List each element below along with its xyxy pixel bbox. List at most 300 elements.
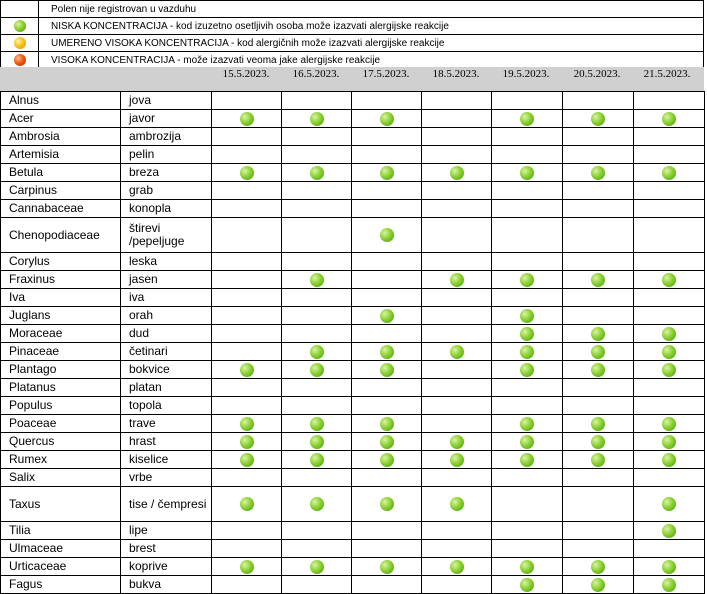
concentration-cell bbox=[492, 433, 563, 451]
concentration-cell bbox=[563, 343, 634, 361]
concentration-cell bbox=[352, 271, 422, 289]
common-name: topola bbox=[121, 397, 212, 415]
pollen-row bbox=[1, 576, 705, 594]
common-name: vrbe bbox=[121, 469, 212, 487]
concentration-cell bbox=[282, 433, 352, 451]
concentration-cell bbox=[422, 343, 492, 361]
concentration-cell bbox=[352, 325, 422, 343]
green-dot-icon bbox=[520, 363, 534, 377]
concentration-cell bbox=[422, 289, 492, 307]
pollen-row bbox=[1, 379, 705, 397]
latin-name: Alnus bbox=[1, 92, 121, 110]
green-dot-icon bbox=[662, 273, 676, 287]
concentration-cell bbox=[492, 325, 563, 343]
concentration-cell bbox=[634, 397, 705, 415]
concentration-cell bbox=[492, 182, 563, 200]
concentration-cell bbox=[422, 361, 492, 379]
concentration-cell bbox=[352, 164, 422, 182]
concentration-cell bbox=[352, 469, 422, 487]
latin-name: Carpinus bbox=[1, 182, 121, 200]
green-dot-icon bbox=[662, 560, 676, 574]
concentration-cell bbox=[634, 253, 705, 271]
concentration-cell bbox=[634, 200, 705, 218]
concentration-cell bbox=[634, 92, 705, 110]
concentration-cell bbox=[563, 92, 634, 110]
concentration-cell bbox=[212, 289, 282, 307]
common-name: štirevi /pepeljuge bbox=[121, 218, 212, 253]
concentration-cell bbox=[282, 218, 352, 253]
green-dot-icon bbox=[662, 578, 676, 592]
concentration-cell bbox=[352, 218, 422, 253]
concentration-cell bbox=[212, 128, 282, 146]
concentration-cell bbox=[282, 253, 352, 271]
concentration-cell bbox=[563, 164, 634, 182]
green-dot-icon bbox=[240, 453, 254, 467]
common-name: kiselice bbox=[121, 451, 212, 469]
concentration-cell bbox=[563, 487, 634, 522]
concentration-cell bbox=[422, 576, 492, 594]
pollen-row bbox=[1, 307, 705, 325]
pollen-row bbox=[1, 289, 705, 307]
concentration-cell bbox=[634, 325, 705, 343]
latin-name: Moraceae bbox=[1, 325, 121, 343]
concentration-cell bbox=[492, 92, 563, 110]
concentration-cell bbox=[634, 343, 705, 361]
concentration-cell bbox=[563, 379, 634, 397]
green-dot-icon bbox=[310, 560, 324, 574]
concentration-cell bbox=[282, 415, 352, 433]
green-dot-icon bbox=[591, 453, 605, 467]
pollen-row bbox=[1, 469, 705, 487]
concentration-cell bbox=[212, 307, 282, 325]
green-dot-icon bbox=[662, 166, 676, 180]
concentration-cell bbox=[422, 110, 492, 128]
concentration-cell bbox=[422, 433, 492, 451]
concentration-cell bbox=[634, 128, 705, 146]
concentration-cell bbox=[282, 110, 352, 128]
green-dot-icon bbox=[520, 273, 534, 287]
concentration-cell bbox=[563, 361, 634, 379]
green-dot-icon bbox=[310, 345, 324, 359]
concentration-cell bbox=[634, 469, 705, 487]
concentration-cell bbox=[352, 433, 422, 451]
concentration-cell bbox=[212, 146, 282, 164]
green-dot-icon bbox=[591, 273, 605, 287]
green-dot-icon bbox=[240, 166, 254, 180]
concentration-cell bbox=[422, 558, 492, 576]
concentration-cell bbox=[492, 343, 563, 361]
date-label: 18.5.2023. bbox=[432, 68, 480, 80]
concentration-cell bbox=[282, 307, 352, 325]
concentration-cell bbox=[563, 253, 634, 271]
latin-name: Ulmaceae bbox=[1, 540, 121, 558]
pollen-row bbox=[1, 397, 705, 415]
concentration-cell bbox=[282, 576, 352, 594]
green-dot-icon bbox=[662, 363, 676, 377]
concentration-cell bbox=[634, 540, 705, 558]
pollen-row bbox=[1, 164, 705, 182]
latin-name: Fagus bbox=[1, 576, 121, 594]
concentration-cell bbox=[492, 289, 563, 307]
pollen-row bbox=[1, 361, 705, 379]
concentration-cell bbox=[212, 558, 282, 576]
pollen-row bbox=[1, 415, 705, 433]
green-dot-icon bbox=[240, 560, 254, 574]
green-dot-icon bbox=[380, 345, 394, 359]
concentration-cell bbox=[282, 379, 352, 397]
concentration-cell bbox=[352, 289, 422, 307]
concentration-cell bbox=[492, 540, 563, 558]
concentration-cell bbox=[492, 576, 563, 594]
concentration-cell bbox=[634, 415, 705, 433]
concentration-cell bbox=[282, 487, 352, 522]
concentration-cell bbox=[634, 522, 705, 540]
concentration-cell bbox=[282, 271, 352, 289]
concentration-cell bbox=[212, 200, 282, 218]
green-dot-icon bbox=[591, 327, 605, 341]
concentration-cell bbox=[282, 92, 352, 110]
concentration-cell bbox=[563, 522, 634, 540]
concentration-cell bbox=[282, 343, 352, 361]
concentration-cell bbox=[352, 146, 422, 164]
date-label: 20.5.2023. bbox=[573, 68, 621, 80]
concentration-cell bbox=[352, 415, 422, 433]
concentration-cell bbox=[634, 379, 705, 397]
concentration-cell bbox=[492, 307, 563, 325]
concentration-cell bbox=[563, 128, 634, 146]
concentration-cell bbox=[422, 253, 492, 271]
common-name: jova bbox=[121, 92, 212, 110]
concentration-cell bbox=[563, 540, 634, 558]
latin-name: Quercus bbox=[1, 433, 121, 451]
common-name: tise / čempresi bbox=[121, 487, 212, 522]
green-dot-icon bbox=[520, 112, 534, 126]
pollen-row bbox=[1, 110, 705, 128]
concentration-cell bbox=[282, 146, 352, 164]
green-dot-icon bbox=[240, 497, 254, 511]
concentration-cell bbox=[492, 487, 563, 522]
concentration-cell bbox=[422, 271, 492, 289]
concentration-cell bbox=[352, 379, 422, 397]
green-dot-icon bbox=[450, 560, 464, 574]
concentration-cell bbox=[422, 200, 492, 218]
green-dot-icon bbox=[591, 560, 605, 574]
concentration-cell bbox=[563, 576, 634, 594]
concentration-cell bbox=[212, 325, 282, 343]
common-name: jasen bbox=[121, 271, 212, 289]
concentration-cell bbox=[282, 451, 352, 469]
green-dot-icon bbox=[380, 166, 394, 180]
green-dot-icon bbox=[380, 453, 394, 467]
latin-name: Ambrosia bbox=[1, 128, 121, 146]
concentration-cell bbox=[212, 487, 282, 522]
pollen-row bbox=[1, 433, 705, 451]
green-dot-icon bbox=[240, 112, 254, 126]
latin-name: Juglans bbox=[1, 307, 121, 325]
common-name: koprive bbox=[121, 558, 212, 576]
concentration-cell bbox=[212, 92, 282, 110]
common-name: javor bbox=[121, 110, 212, 128]
latin-name: Rumex bbox=[1, 451, 121, 469]
concentration-cell bbox=[634, 576, 705, 594]
concentration-cell bbox=[634, 164, 705, 182]
green-dot-icon bbox=[310, 497, 324, 511]
concentration-cell bbox=[352, 558, 422, 576]
green-dot-icon bbox=[591, 578, 605, 592]
concentration-cell bbox=[563, 271, 634, 289]
green-dot-icon bbox=[310, 417, 324, 431]
concentration-cell bbox=[563, 415, 634, 433]
date-label: 17.5.2023. bbox=[362, 68, 410, 80]
green-dot-icon bbox=[591, 345, 605, 359]
concentration-cell bbox=[563, 397, 634, 415]
concentration-cell bbox=[212, 110, 282, 128]
concentration-cell bbox=[422, 397, 492, 415]
latin-name: Artemisia bbox=[1, 146, 121, 164]
concentration-cell bbox=[352, 110, 422, 128]
green-dot-icon bbox=[450, 435, 464, 449]
latin-name: Urticaceae bbox=[1, 558, 121, 576]
legend-empty-symbol bbox=[1, 1, 39, 18]
concentration-cell bbox=[634, 558, 705, 576]
green-dot-icon bbox=[520, 345, 534, 359]
legend-table bbox=[0, 0, 704, 69]
concentration-cell bbox=[352, 253, 422, 271]
concentration-cell bbox=[563, 307, 634, 325]
concentration-cell bbox=[563, 146, 634, 164]
concentration-cell bbox=[282, 397, 352, 415]
concentration-cell bbox=[634, 182, 705, 200]
concentration-cell bbox=[352, 128, 422, 146]
green-dot-icon bbox=[662, 327, 676, 341]
concentration-cell bbox=[212, 361, 282, 379]
green-dot-icon bbox=[380, 560, 394, 574]
concentration-cell bbox=[634, 307, 705, 325]
pollen-row bbox=[1, 146, 705, 164]
green-dot-icon bbox=[310, 453, 324, 467]
green-dot-icon bbox=[380, 435, 394, 449]
concentration-cell bbox=[492, 253, 563, 271]
concentration-cell bbox=[422, 451, 492, 469]
green-dot-icon bbox=[591, 435, 605, 449]
legend-row bbox=[1, 18, 704, 35]
concentration-cell bbox=[492, 415, 563, 433]
common-name: iva bbox=[121, 289, 212, 307]
common-name: platan bbox=[121, 379, 212, 397]
concentration-cell bbox=[634, 146, 705, 164]
green-dot-icon bbox=[591, 166, 605, 180]
concentration-cell bbox=[563, 469, 634, 487]
pollen-row bbox=[1, 92, 705, 110]
common-name: pelin bbox=[121, 146, 212, 164]
latin-name: Acer bbox=[1, 110, 121, 128]
concentration-cell bbox=[212, 576, 282, 594]
concentration-cell bbox=[352, 92, 422, 110]
concentration-cell bbox=[422, 469, 492, 487]
concentration-cell bbox=[352, 200, 422, 218]
concentration-cell bbox=[282, 200, 352, 218]
concentration-cell bbox=[212, 379, 282, 397]
concentration-cell bbox=[212, 540, 282, 558]
green-dot-icon bbox=[520, 560, 534, 574]
legend-row bbox=[1, 35, 704, 52]
green-dot-icon bbox=[310, 363, 324, 377]
pollen-row bbox=[1, 182, 705, 200]
concentration-cell bbox=[492, 128, 563, 146]
latin-name: Iva bbox=[1, 289, 121, 307]
concentration-cell bbox=[492, 558, 563, 576]
concentration-cell bbox=[634, 487, 705, 522]
green-dot-icon bbox=[450, 345, 464, 359]
concentration-cell bbox=[492, 397, 563, 415]
pollen-row bbox=[1, 253, 705, 271]
green-dot-icon bbox=[662, 435, 676, 449]
green-dot-icon bbox=[520, 327, 534, 341]
common-name: hrast bbox=[121, 433, 212, 451]
latin-name: Corylus bbox=[1, 253, 121, 271]
green-dot-icon bbox=[520, 453, 534, 467]
concentration-cell bbox=[352, 343, 422, 361]
concentration-cell bbox=[352, 451, 422, 469]
green-dot-icon bbox=[380, 309, 394, 323]
common-name: bokvice bbox=[121, 361, 212, 379]
concentration-cell bbox=[352, 522, 422, 540]
concentration-cell bbox=[422, 92, 492, 110]
green-dot-icon bbox=[520, 166, 534, 180]
concentration-cell bbox=[634, 110, 705, 128]
green-dot-icon bbox=[520, 578, 534, 592]
latin-name: Poaceae bbox=[1, 415, 121, 433]
concentration-cell bbox=[634, 289, 705, 307]
pollen-row bbox=[1, 271, 705, 289]
concentration-cell bbox=[563, 433, 634, 451]
green-dot-icon bbox=[450, 497, 464, 511]
concentration-cell bbox=[634, 361, 705, 379]
green-dot-icon bbox=[520, 309, 534, 323]
green-dot-icon bbox=[591, 112, 605, 126]
concentration-cell bbox=[422, 307, 492, 325]
concentration-cell bbox=[422, 218, 492, 253]
concentration-cell bbox=[492, 451, 563, 469]
pollen-row bbox=[1, 200, 705, 218]
concentration-cell bbox=[634, 271, 705, 289]
date-label: 19.5.2023. bbox=[502, 68, 550, 80]
concentration-cell bbox=[212, 271, 282, 289]
concentration-cell bbox=[634, 218, 705, 253]
concentration-cell bbox=[282, 540, 352, 558]
concentration-cell bbox=[422, 164, 492, 182]
green-dot-icon bbox=[240, 417, 254, 431]
concentration-cell bbox=[492, 469, 563, 487]
concentration-cell bbox=[563, 558, 634, 576]
concentration-cell bbox=[563, 325, 634, 343]
latin-name: Tilia bbox=[1, 522, 121, 540]
pollen-row bbox=[1, 128, 705, 146]
green-dot-icon bbox=[450, 166, 464, 180]
concentration-cell bbox=[212, 451, 282, 469]
date-label: 21.5.2023. bbox=[643, 68, 691, 80]
concentration-cell bbox=[563, 200, 634, 218]
pollen-row bbox=[1, 540, 705, 558]
concentration-cell bbox=[492, 379, 563, 397]
green-dot-icon bbox=[662, 524, 676, 538]
date-header-bar bbox=[0, 67, 704, 91]
green-dot-icon bbox=[450, 453, 464, 467]
green-dot-icon bbox=[520, 417, 534, 431]
common-name: ambrozija bbox=[121, 128, 212, 146]
latin-name: Betula bbox=[1, 164, 121, 182]
common-name: dud bbox=[121, 325, 212, 343]
pollen-row bbox=[1, 522, 705, 540]
concentration-cell bbox=[492, 164, 563, 182]
concentration-cell bbox=[492, 146, 563, 164]
concentration-cell bbox=[422, 415, 492, 433]
latin-name: Taxus bbox=[1, 487, 121, 522]
concentration-cell bbox=[492, 218, 563, 253]
green-dot-icon bbox=[310, 112, 324, 126]
green-dot-icon bbox=[380, 112, 394, 126]
common-name: breza bbox=[121, 164, 212, 182]
green-dot-icon bbox=[240, 363, 254, 377]
green-dot-icon bbox=[591, 417, 605, 431]
concentration-cell bbox=[492, 271, 563, 289]
green-dot-icon bbox=[662, 345, 676, 359]
common-name: leska bbox=[121, 253, 212, 271]
pollen-row bbox=[1, 343, 705, 361]
latin-name: Chenopodiaceae bbox=[1, 218, 121, 253]
common-name: konopla bbox=[121, 200, 212, 218]
green-dot-icon bbox=[310, 273, 324, 287]
concentration-cell bbox=[634, 433, 705, 451]
common-name: trave bbox=[121, 415, 212, 433]
concentration-cell bbox=[563, 289, 634, 307]
common-name: četinari bbox=[121, 343, 212, 361]
concentration-cell bbox=[212, 343, 282, 361]
green-dot-icon bbox=[450, 273, 464, 287]
legend-text: UMERENO VISOKA KONCENTRACIJA - kod alergičnih može izazvati alergijske reakcije bbox=[39, 35, 704, 52]
green-dot-icon bbox=[310, 435, 324, 449]
concentration-cell bbox=[282, 361, 352, 379]
concentration-cell bbox=[212, 522, 282, 540]
concentration-cell bbox=[212, 469, 282, 487]
latin-name: Populus bbox=[1, 397, 121, 415]
concentration-cell bbox=[422, 325, 492, 343]
concentration-cell bbox=[422, 182, 492, 200]
concentration-cell bbox=[492, 110, 563, 128]
green-dot-icon bbox=[14, 20, 26, 32]
green-dot-icon bbox=[520, 435, 534, 449]
concentration-cell bbox=[212, 182, 282, 200]
concentration-cell bbox=[352, 487, 422, 522]
legend-row bbox=[1, 1, 704, 18]
common-name: orah bbox=[121, 307, 212, 325]
legend-text: Polen nije registrovan u vazduhu bbox=[39, 1, 704, 18]
concentration-cell bbox=[492, 200, 563, 218]
concentration-cell bbox=[492, 361, 563, 379]
common-name: bukva bbox=[121, 576, 212, 594]
concentration-cell bbox=[563, 218, 634, 253]
date-label: 15.5.2023. bbox=[222, 68, 270, 80]
green-dot-icon bbox=[380, 417, 394, 431]
yellow-dot-icon bbox=[14, 37, 26, 49]
concentration-cell bbox=[282, 182, 352, 200]
concentration-cell bbox=[212, 415, 282, 433]
orange-dot-icon bbox=[14, 54, 26, 66]
concentration-cell bbox=[282, 558, 352, 576]
legend-row bbox=[1, 52, 704, 69]
green-dot-icon bbox=[662, 453, 676, 467]
concentration-cell bbox=[563, 182, 634, 200]
